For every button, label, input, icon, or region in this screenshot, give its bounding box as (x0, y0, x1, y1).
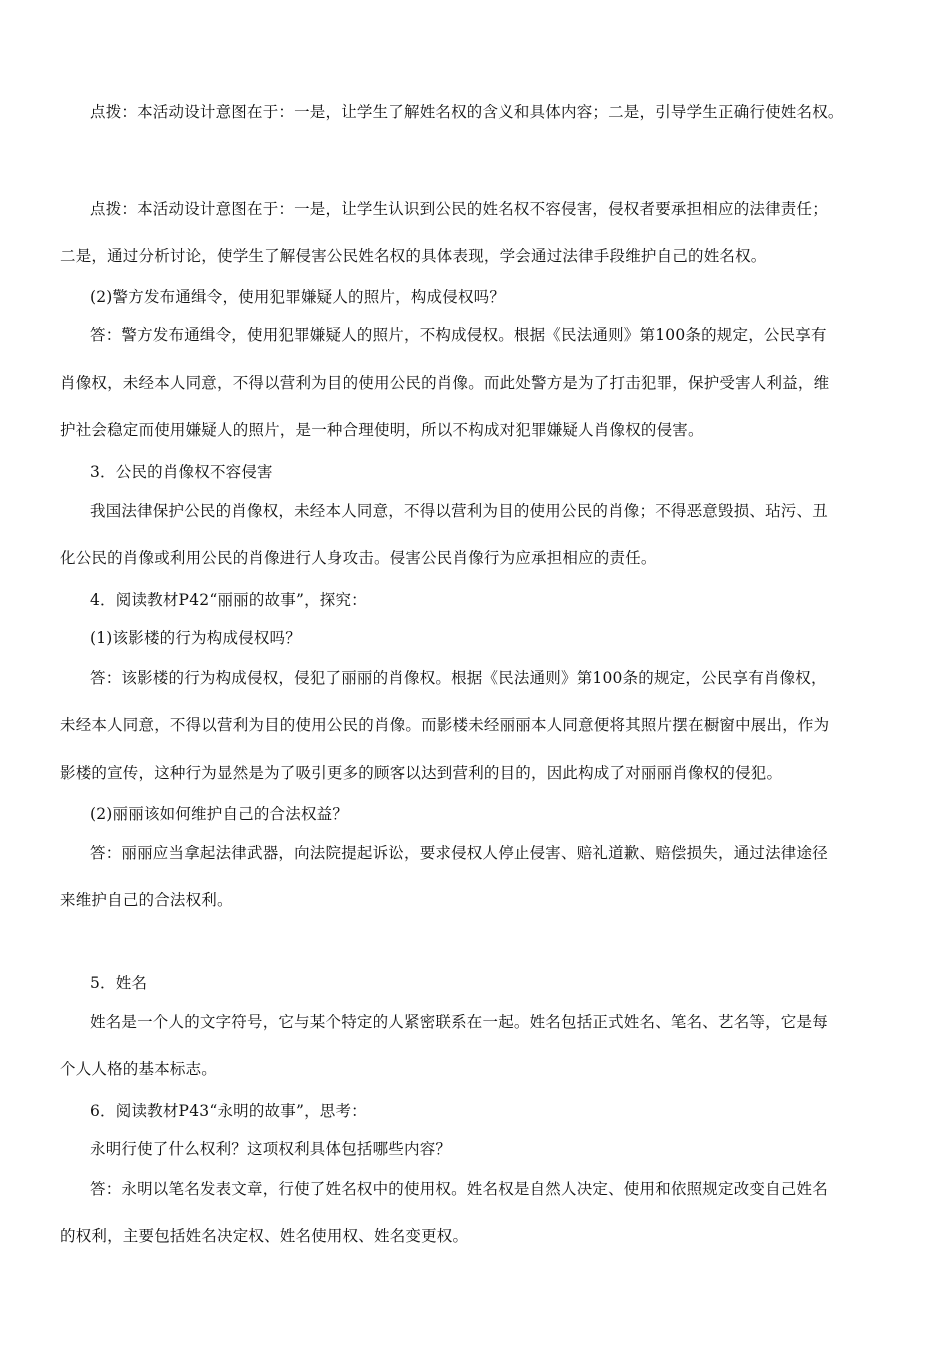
answer-2b: 答：丽丽应当拿起法律武器，向法院提起诉讼，要求侵权人停止侵害、赔礼道歉、赔偿损失，通过法律途径 (90, 844, 828, 862)
section-5-body: 姓名是一个人的文字符号，它与某个特定的人紧密联系在一起。姓名包括正式姓名、笔名、艺名等，它是每 (90, 1013, 828, 1031)
answer-2-cont-1: 肖像权，未经本人同意，不得以营利为目的使用公民的肖像。而此处警方是为了打击犯罪，保护受害人利益，维 (60, 374, 830, 392)
question-2b: (2)丽丽该如何维护自己的合法权益？ (90, 805, 349, 823)
answer-1: 答：该影楼的行为构成侵权，侵犯了丽丽的肖像权。根据《民法通则》第100条的规定，公民享有肖像权， (90, 669, 827, 687)
answer-1-cont-1: 未经本人同意，不得以营利为目的使用公民的肖像。而影楼未经丽丽本人同意便将其照片摆在橱窗中展出，作为 (60, 716, 830, 734)
answer-2: 答：警方发布通缉令，使用犯罪嫌疑人的照片，不构成侵权。根据《民法通则》第100条的规定，公民享有 (90, 326, 827, 344)
section-6-answer: 答：永明以笔名发表文章，行使了姓名权中的使用权。姓名权是自然人决定、使用和依照规定改变自己姓名 (90, 1180, 828, 1198)
section-4-heading: 4．阅读教材P42“丽丽的故事”，探究： (90, 591, 367, 609)
section-3-body-cont: 化公民的肖像或利用公民的肖像进行人身攻击。侵害公民肖像行为应承担相应的责任。 (60, 549, 657, 567)
paragraph-hint-2-cont: 二是，通过分析讨论，使学生了解侵害公民姓名权的具体表现，学会通过法律手段维护自己的姓名权。 (60, 247, 767, 265)
paragraph-hint-1: 点拨：本活动设计意图在于：一是，让学生了解姓名权的含义和具体内容；二是，引导学生正确行使姓名权。 (90, 103, 844, 121)
section-6-question: 永明行使了什么权利？这项权利具体包括哪些内容？ (90, 1140, 452, 1158)
answer-1-cont-2: 影楼的宣传，这种行为显然是为了吸引更多的顾客以达到营利的目的，因此构成了对丽丽肖像权的侵犯。 (60, 764, 783, 782)
section-5-body-cont: 个人人格的基本标志。 (60, 1060, 218, 1078)
section-3-heading: 3．公民的肖像权不容侵害 (90, 463, 273, 481)
answer-2b-cont: 来维护自己的合法权利。 (60, 891, 233, 909)
paragraph-hint-2: 点拨：本活动设计意图在于：一是，让学生认识到公民的姓名权不容侵害，侵权者要承担相应的法律责任； (90, 200, 828, 218)
section-6-heading: 6．阅读教材P43“永明的故事”，思考： (90, 1102, 367, 1120)
question-2: (2)警方发布通缉令，使用犯罪嫌疑人的照片，构成侵权吗？ (90, 288, 506, 306)
answer-2-cont-2: 护社会稳定而使用嫌疑人的照片，是一种合理使明，所以不构成对犯罪嫌疑人肖像权的侵害。 (60, 421, 704, 439)
section-5-heading: 5．姓名 (90, 974, 148, 992)
section-6-answer-cont: 的权利，主要包括姓名决定权、姓名使用权、姓名变更权。 (60, 1227, 469, 1245)
question-1: (1)该影楼的行为构成侵权吗？ (90, 629, 301, 647)
section-3-body: 我国法律保护公民的肖像权，未经本人同意，不得以营利为目的使用公民的肖像；不得恶意毁损、玷污、丑 (90, 502, 828, 520)
